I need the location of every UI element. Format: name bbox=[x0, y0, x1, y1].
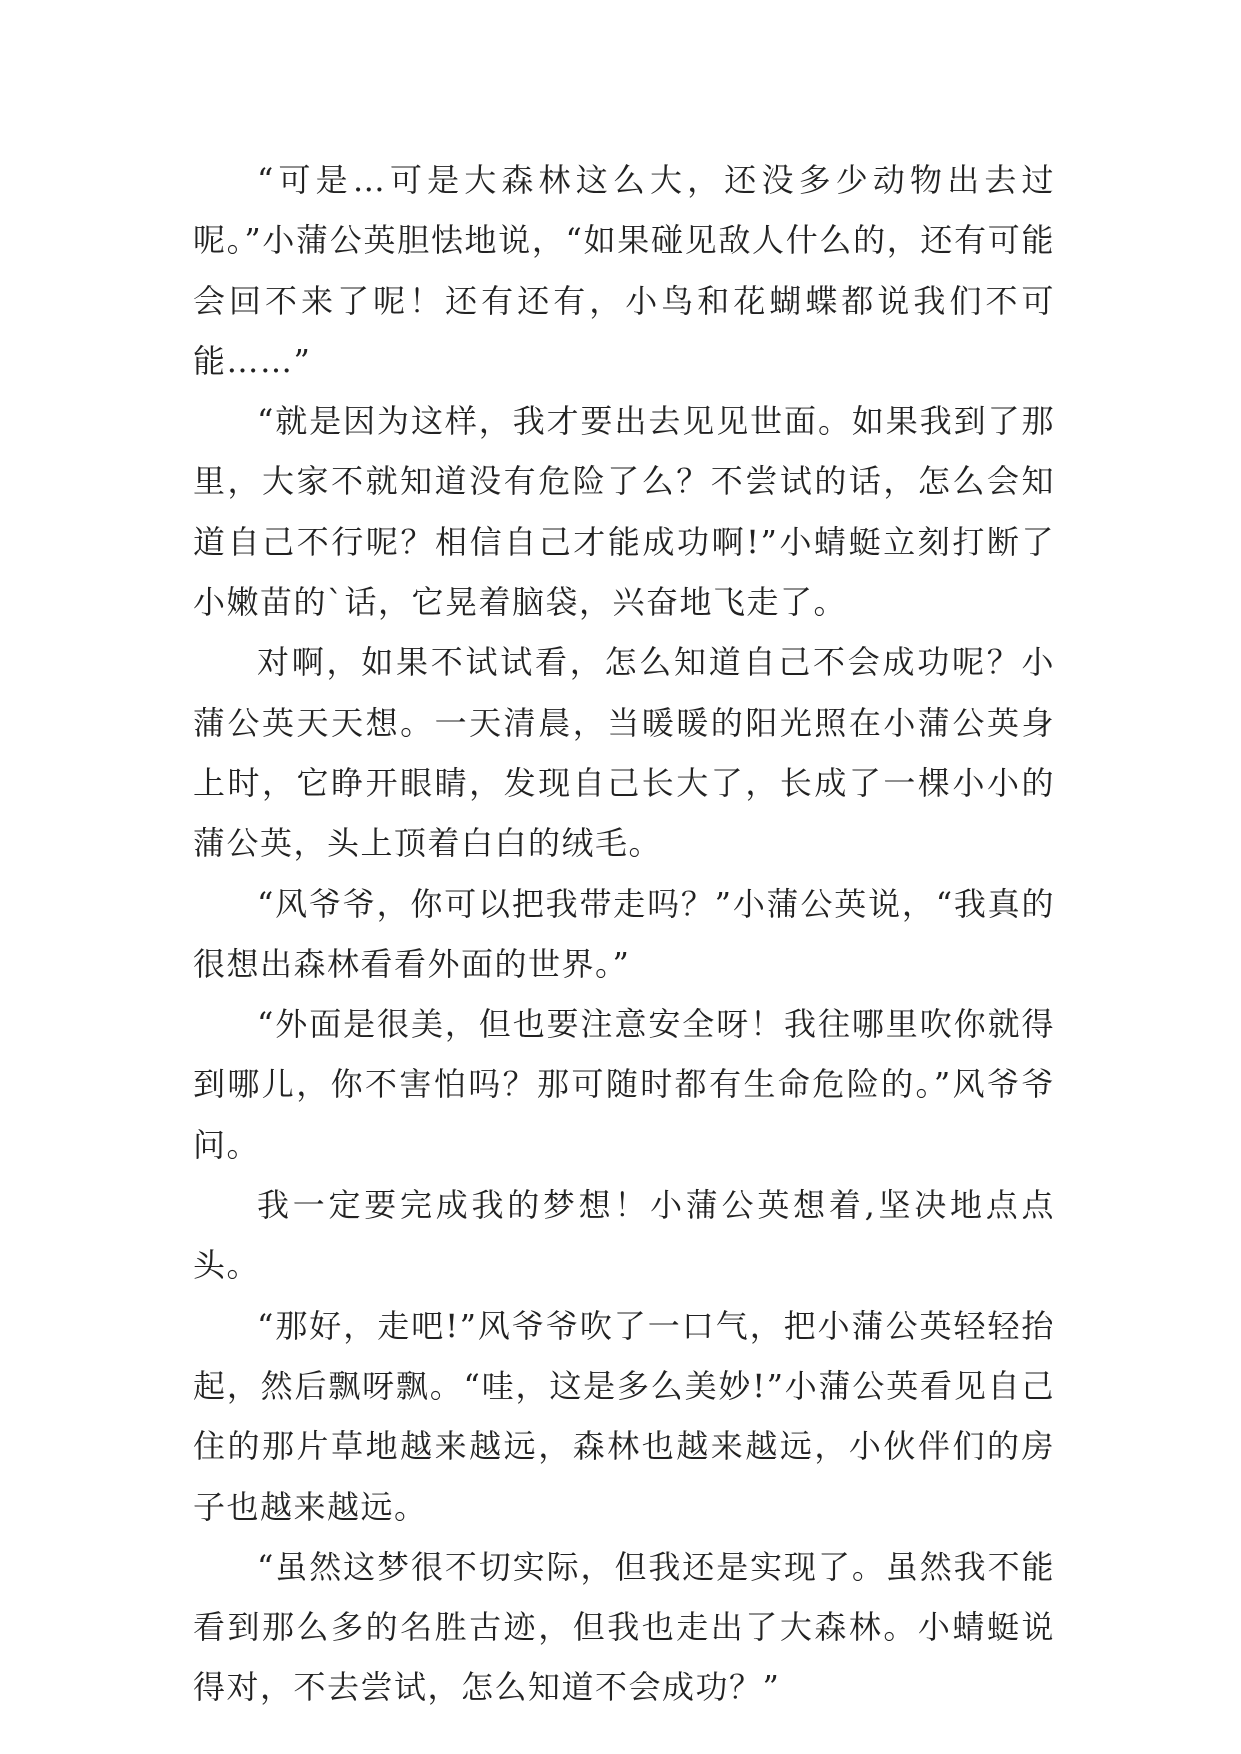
paragraph: “虽然这梦很不切实际，但我还是实现了。虽然我不能看到那么多的名胜古迹，但我也走出了大森林。小蜻蜓说得对，不去尝试，怎么知道不会成功？” bbox=[193, 1547, 1055, 1707]
story-text bbox=[193, 150, 1055, 1718]
paragraph: “外面是很美，但也要注意安全呀！我往哪里吹你就得到哪儿，你不害怕吗？那可随时都有生命危险的。”风爷爷问。 bbox=[193, 1005, 1055, 1164]
paragraph: 对啊，如果不试试看，怎么知道自己不会成功呢？小蒲公英天天想。一天清晨，当暖暖的阳光照在小蒲公英身上时，它睁开眼睛，发现自己长大了，长成了一棵小小的蒲公英，头上顶着白白的绒毛。 bbox=[193, 643, 1055, 863]
paragraph: “风爷爷，你可以把我带走吗？”小蒲公英说，“我真的很想出森林看看外面的世界。” bbox=[193, 884, 1055, 983]
paragraph: “就是因为这样，我才要出去见见世面。如果我到了那里，大家不就知道没有危险了么？不尝试的话，怎么会知道自己不行呢？相信自己才能成功啊!”小蜻蜓立刻打断了小嫩苗的`话，它晃着脑袋，兴奋地飞走了。 bbox=[193, 402, 1055, 622]
paragraph: “可是…可是大森林这么大，还没多少动物出去过呢。”小蒲公英胆怯地说，“如果碰见敌人什么的，还有可能会回不来了呢！还有还有，小鸟和花蝴蝶都说我们不可能……” bbox=[193, 161, 1055, 380]
paragraph: “那好，走吧!”风爷爷吹了一口气，把小蒲公英轻轻抬起，然后飘呀飘。“哇，这是多么美妙!”小蒲公英看见自己住的那片草地越来越远，森林也越来越远，小伙伴们的房子也越来越远。 bbox=[193, 1306, 1055, 1526]
paragraph: 我一定要完成我的梦想！小蒲公英想着,坚决地点点头。 bbox=[193, 1186, 1055, 1285]
